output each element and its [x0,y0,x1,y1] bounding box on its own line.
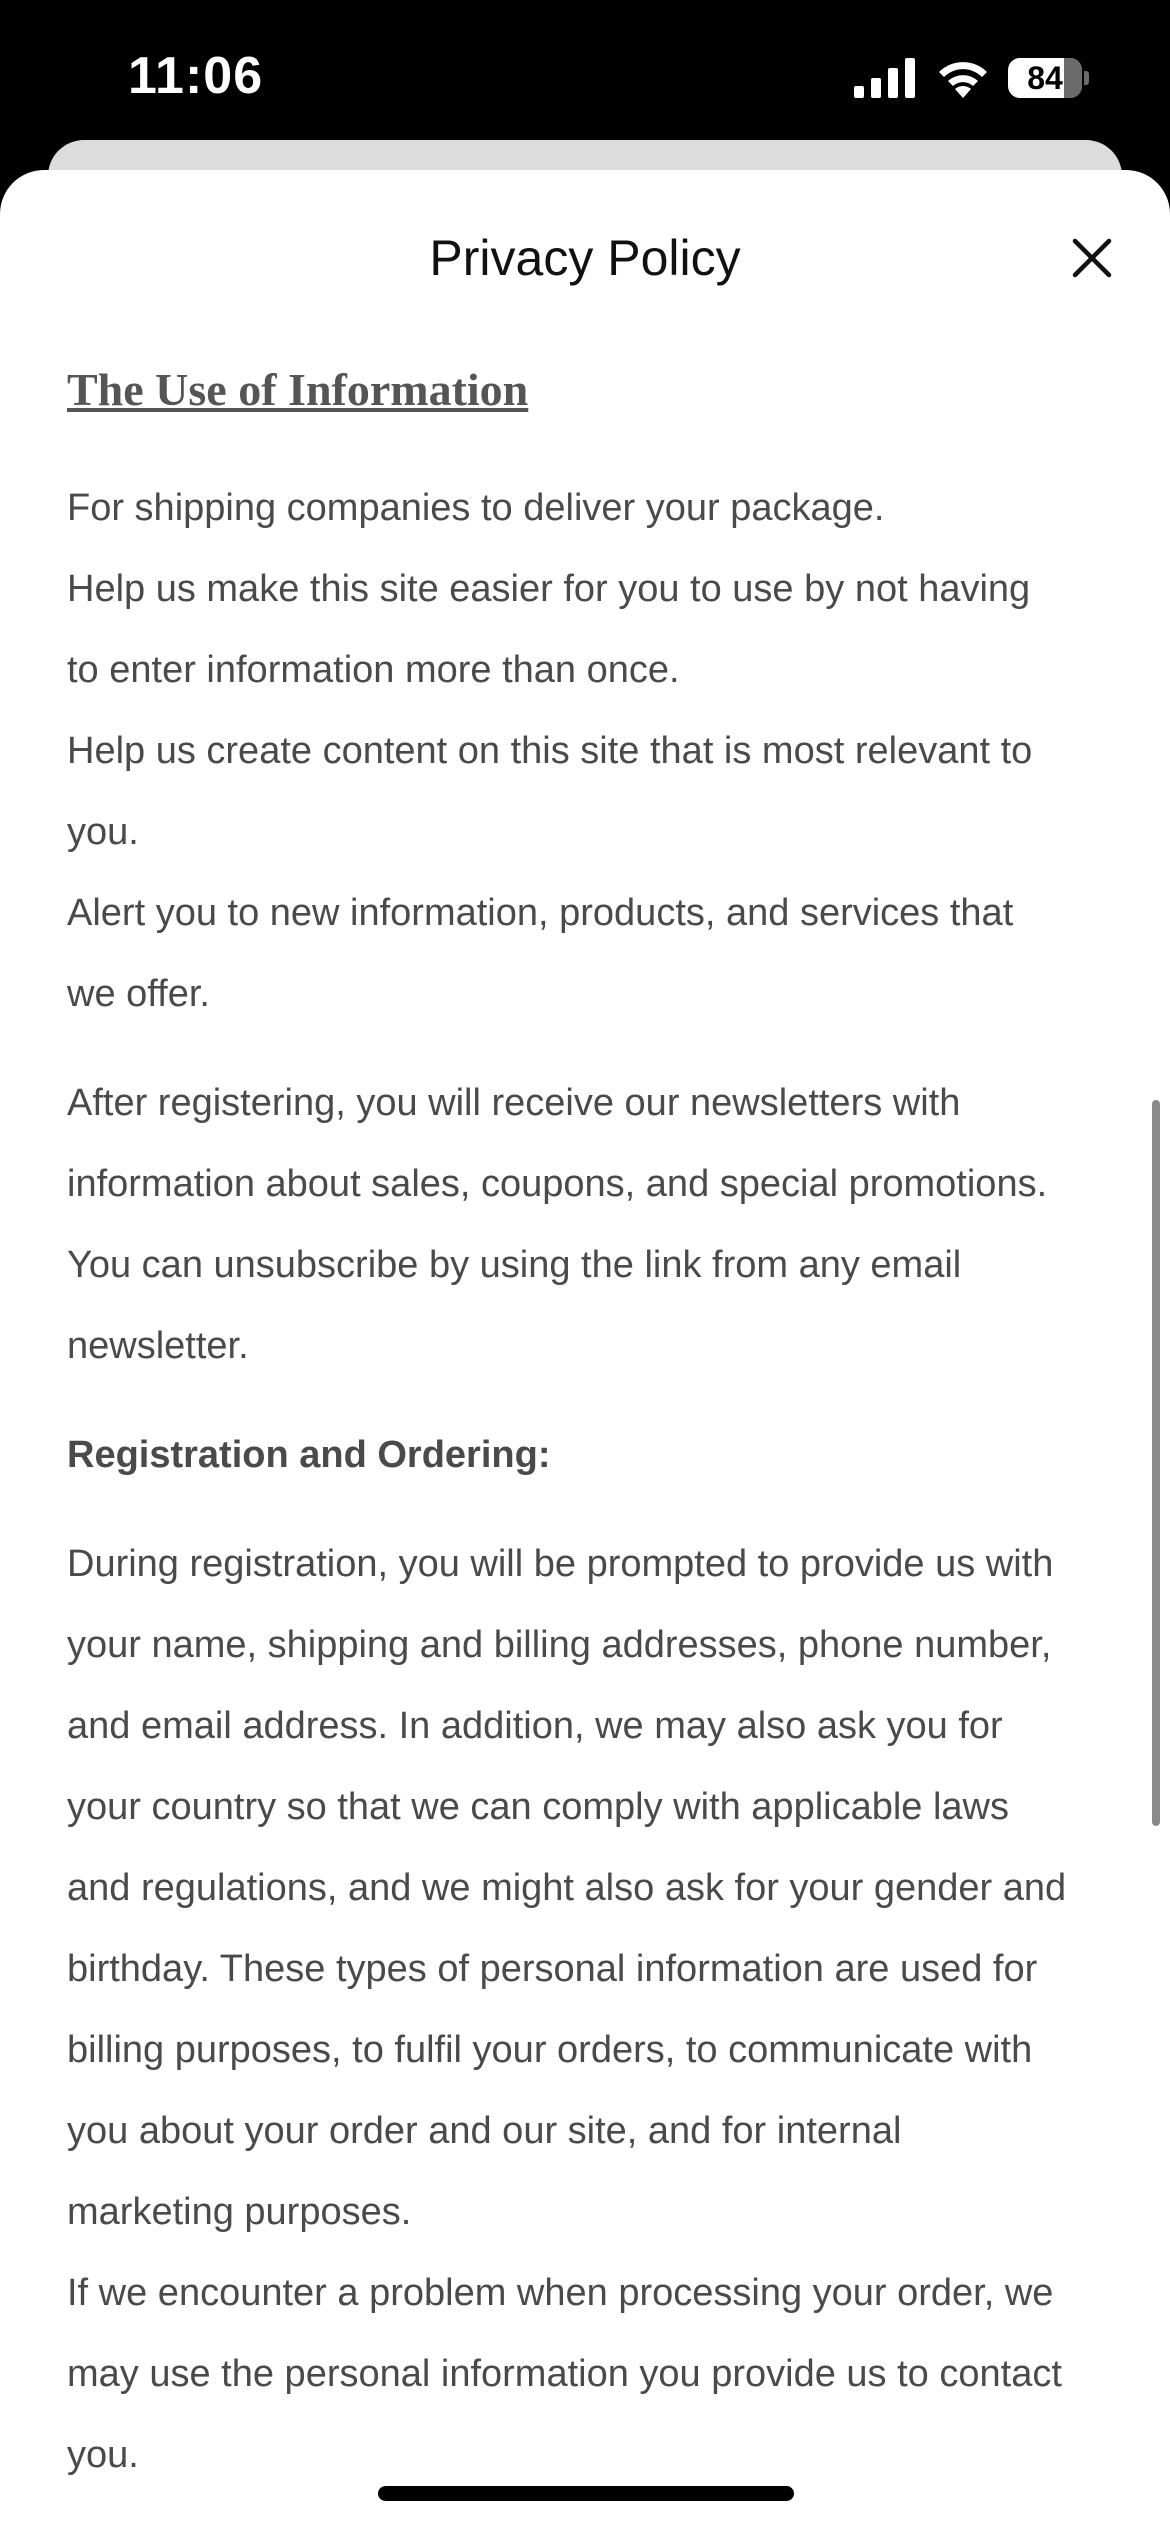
policy-content [67,360,1107,2496]
status-time: 11:06 [128,47,264,105]
text-line: billing purposes, to fulfil your orders, to communicate with [67,2029,1033,2071]
wifi-icon [936,54,990,98]
page-title: Privacy Policy [429,230,741,286]
text-line: you. [67,2434,139,2476]
use-paragraph [67,468,1107,1035]
text-line: Help us create content on this site that is most relevant to [67,730,1033,772]
text-line: you. [67,811,139,853]
text-line: may use the personal information you provide us to contact [67,2353,1062,2395]
battery-level: 84 [1027,60,1063,96]
battery-icon [1008,58,1088,98]
text-line: If we encounter a problem when processing your order, we [67,2272,1054,2314]
paragraph-gap [67,1387,1107,1415]
text-line: Help us make this site easier for you to use by not having [67,568,1031,610]
battery-cap [1084,71,1089,85]
text-line: your country so that we can comply with applicable laws [67,1786,1010,1828]
text-line: and regulations, and we might also ask for your gender and [67,1867,1067,1909]
privacy-policy-sheet [0,170,1170,2532]
text-line: You can unsubscribe by using the link from any email [67,1244,962,1286]
status-bar [0,0,1170,140]
text-line: your name, shipping and billing addresses, phone number, [67,1624,1052,1666]
text-line: marketing purposes. [67,2191,412,2233]
text-line: For shipping companies to deliver your package. [67,487,885,529]
text-line: During registration, you will be prompted to provide us with [67,1543,1054,1585]
newsletter-paragraph [67,1063,1107,1387]
text-line: Alert you to new information, products, and services that [67,892,1014,934]
home-indicator[interactable] [378,2486,794,2501]
text-line: and email address. In addition, we may also ask you for [67,1705,1003,1747]
scrollbar[interactable] [1152,1100,1160,1826]
text-line: you about your order and our site, and for internal [67,2110,902,2152]
close-icon [1072,238,1112,278]
text-line: After registering, you will receive our newsletters with [67,1082,961,1124]
registration-paragraph [67,1524,1107,2496]
close-button[interactable] [1060,226,1124,290]
paragraph-gap [67,1496,1107,1524]
section-heading: The Use of Information [67,364,529,415]
text-line: we offer. [67,973,210,1015]
paragraph-gap [67,1035,1107,1063]
text-line: birthday. These types of personal information are used for [67,1948,1038,1990]
text-line: newsletter. [67,1325,249,1367]
text-line: information about sales, coupons, and special promotions. [67,1163,1048,1205]
registration-heading: Registration and Ordering: [67,1434,551,1476]
text-line: to enter information more than once. [67,649,680,691]
signal-icon [854,58,916,98]
sheet-header [0,170,1170,340]
